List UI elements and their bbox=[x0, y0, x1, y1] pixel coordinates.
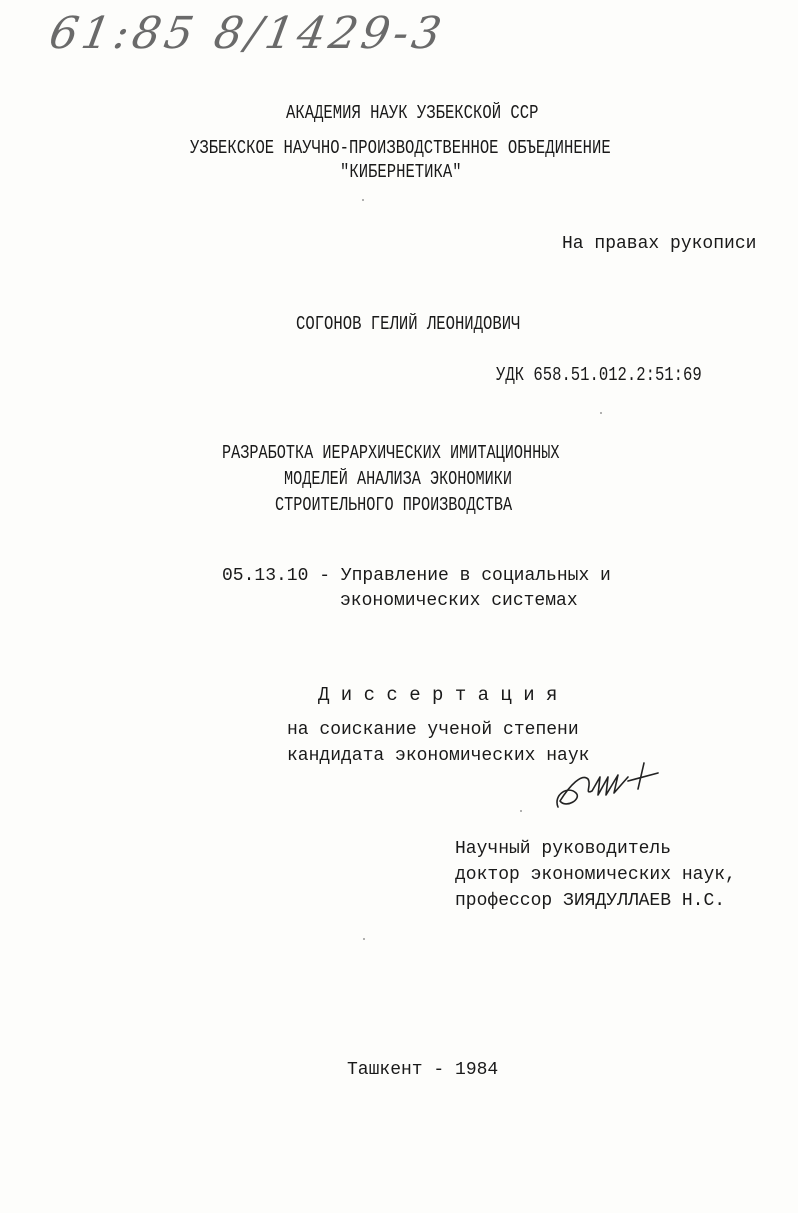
specialty-line-1: 05.13.10 - Управление в социальных и bbox=[222, 566, 611, 586]
title-line-3: СТРОИТЕЛЬНОГО ПРОИЗВОДСТВА bbox=[275, 494, 513, 516]
signature-image bbox=[548, 755, 688, 815]
dissertation-label: Д и с с е р т а ц и я bbox=[318, 684, 558, 706]
dissertation-degree-line-2: кандидата экономических наук bbox=[287, 746, 590, 766]
supervisor-title: Научный руководитель bbox=[455, 839, 672, 859]
title-line-2: МОДЕЛЕЙ АНАЛИЗА ЭКОНОМИКИ bbox=[284, 468, 513, 490]
author-name: СОГОНОВ ГЕЛИЙ ЛЕОНИДОВИЧ bbox=[296, 313, 521, 335]
paper-speck bbox=[363, 938, 365, 940]
supervisor-name: профессор ЗИЯДУЛЛАЕВ Н.С. bbox=[455, 891, 726, 911]
paper-speck bbox=[520, 810, 522, 812]
header-association: УЗБЕКСКОЕ НАУЧНО-ПРОИЗВОДСТВЕННОЕ ОБЪЕДИНЕНИЕ bbox=[190, 137, 611, 159]
udk-code: УДК 658.51.012.2:51:69 bbox=[496, 364, 702, 386]
header-academy: АКАДЕМИЯ НАУК УЗБЕКСКОЙ ССР bbox=[286, 102, 539, 124]
header-cybernetics: "КИБЕРНЕТИКА" bbox=[340, 161, 462, 183]
paper-speck bbox=[600, 412, 602, 414]
dissertation-degree-line-1: на соискание ученой степени bbox=[287, 720, 579, 740]
supervisor-degree: доктор экономических наук, bbox=[455, 865, 736, 885]
title-line-1: РАЗРАБОТКА ИЕРАРХИЧЕСКИХ ИМИТАЦИОННЫХ bbox=[222, 442, 560, 464]
paper-speck bbox=[362, 199, 364, 201]
specialty-line-2: экономических системах bbox=[340, 591, 578, 611]
handwritten-archive-number: 61:85 8/1429-3 bbox=[45, 8, 449, 59]
rights-note: На правах рукописи bbox=[562, 234, 757, 254]
place-and-year: Ташкент - 1984 bbox=[347, 1060, 499, 1080]
